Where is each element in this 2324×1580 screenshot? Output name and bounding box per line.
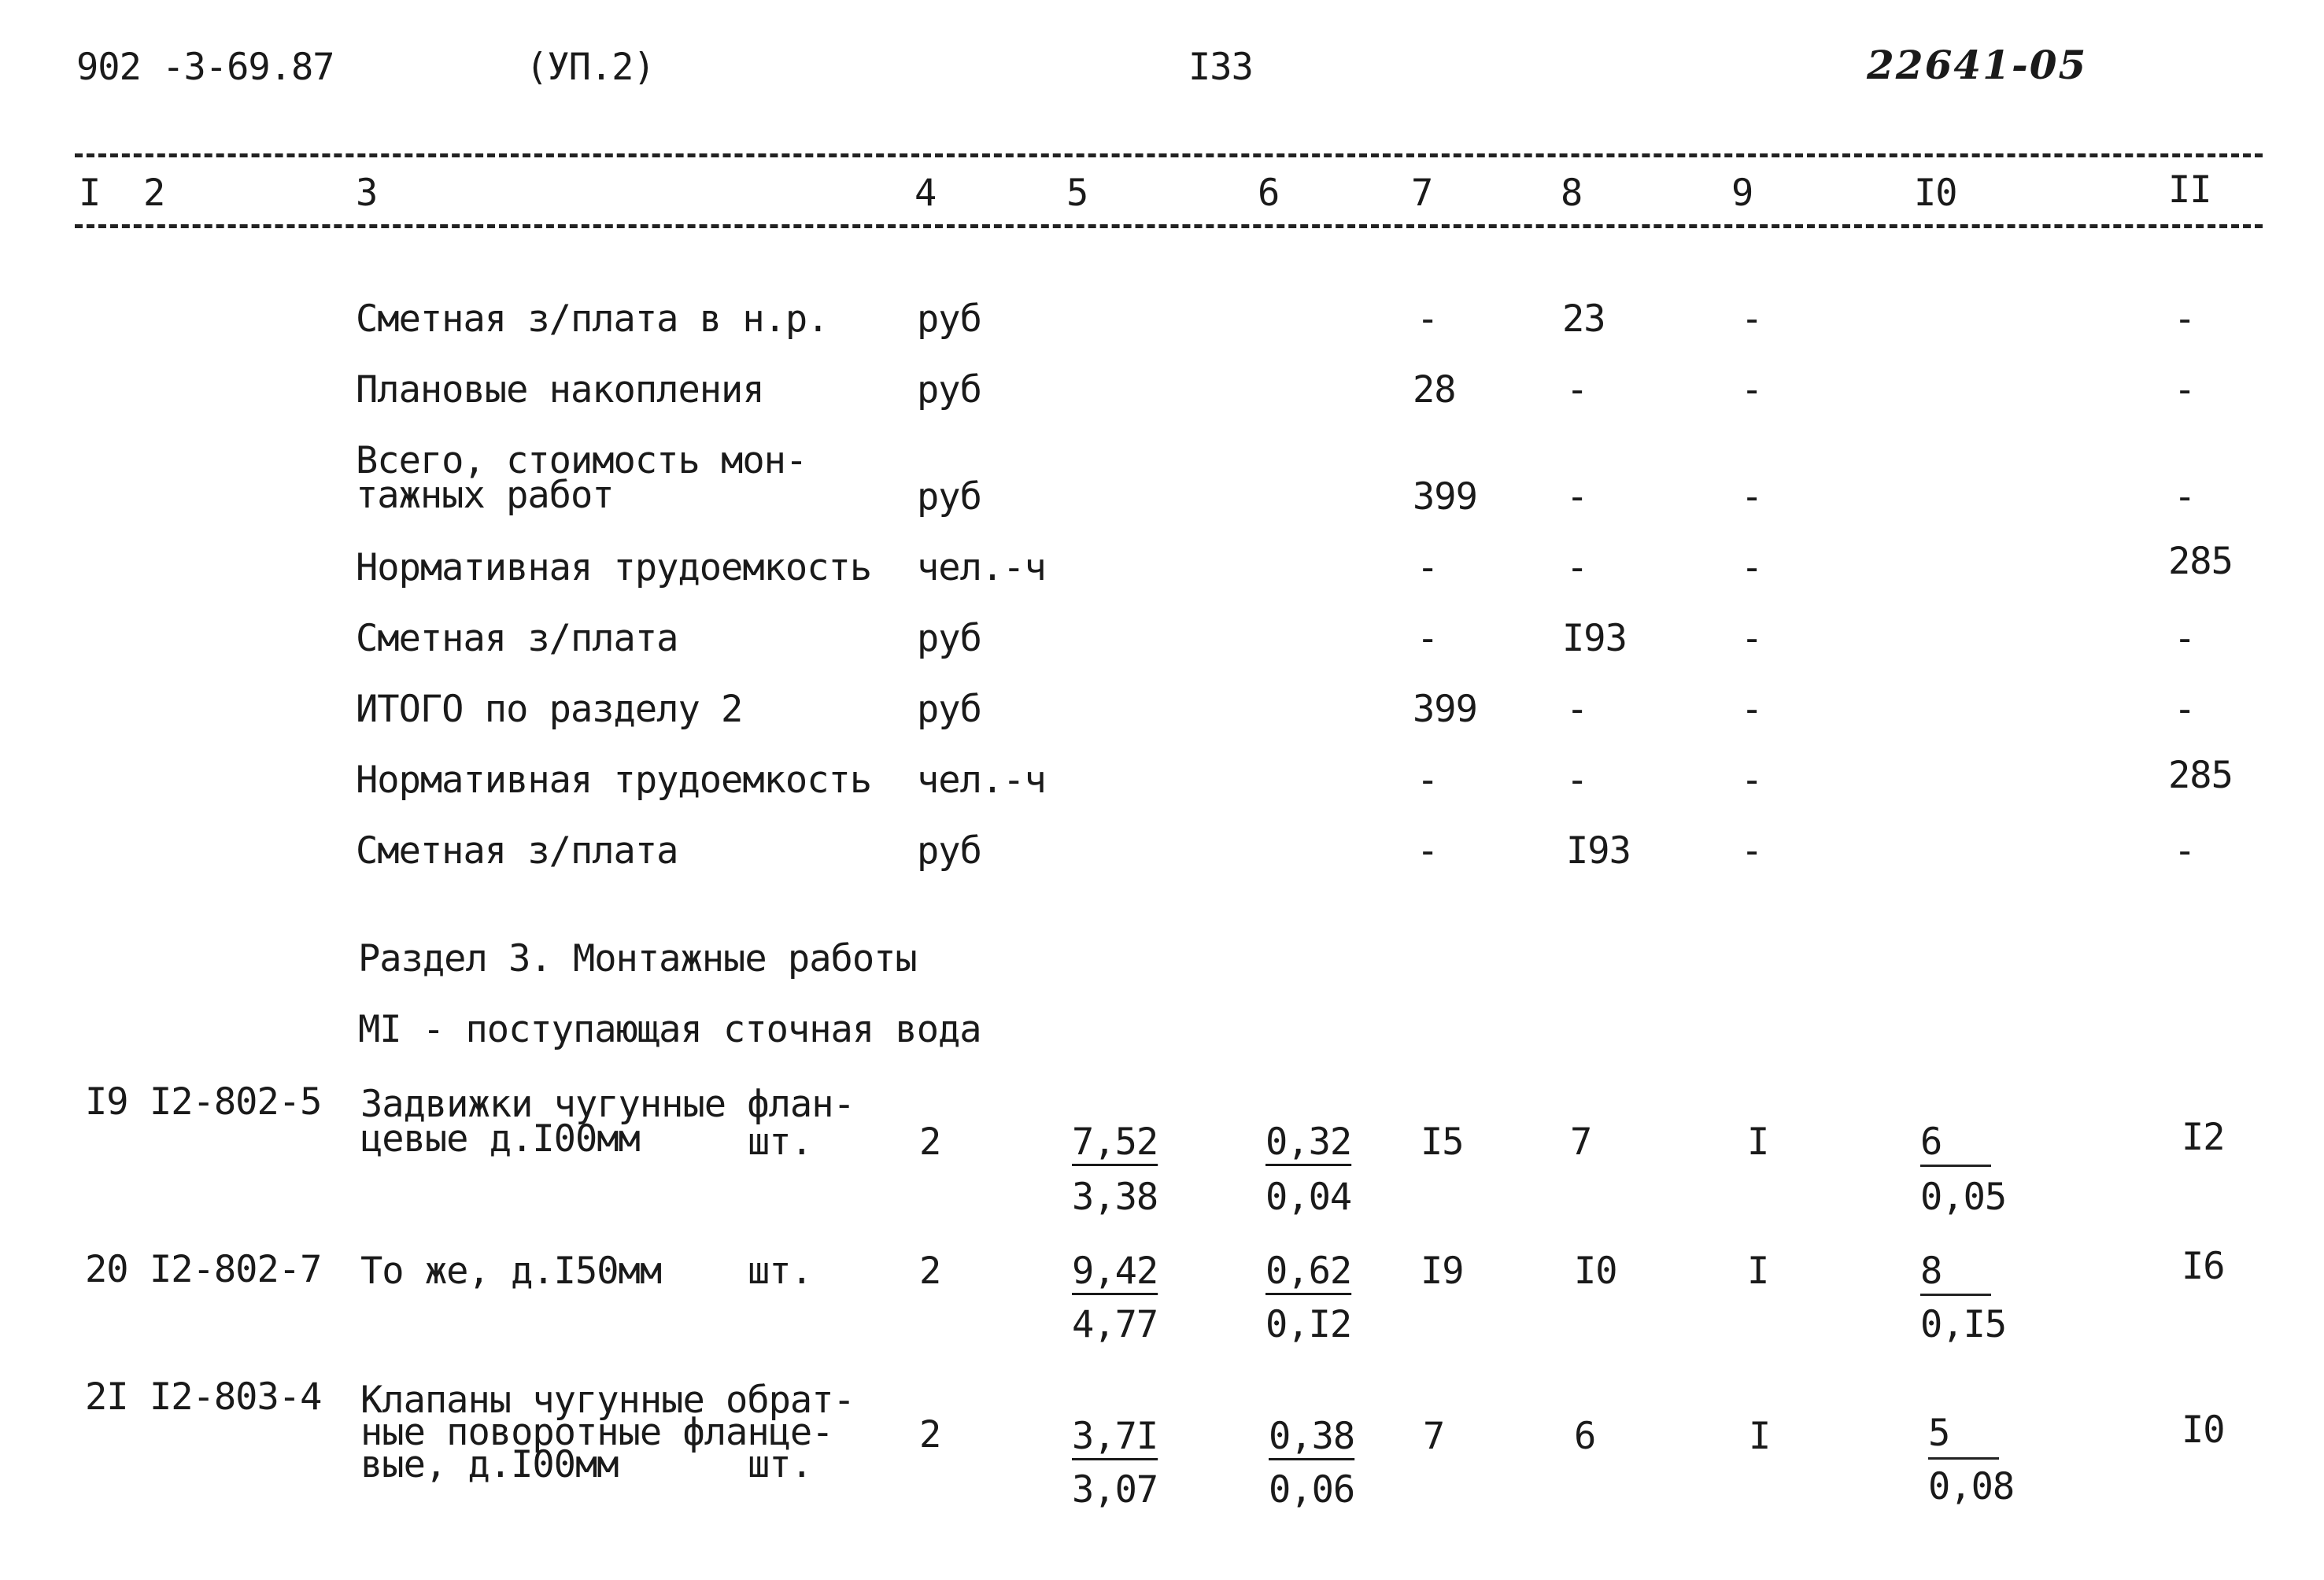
album-label: (УП.2) <box>526 46 655 89</box>
item-col9: I <box>1747 1120 1769 1164</box>
item-col7: I9 <box>1421 1250 1464 1293</box>
row-col11: - <box>2174 617 2196 660</box>
item-col5-top: 9,42 <box>1072 1250 1158 1293</box>
row-unit: руб <box>917 297 981 341</box>
item-col11: I0 <box>2182 1408 2225 1452</box>
item-number: 2I <box>85 1375 128 1419</box>
row-unit: руб <box>917 617 981 660</box>
row-col9: - <box>1741 475 1763 519</box>
col-header-9: 9 <box>1731 172 1753 215</box>
row-col7: 399 <box>1413 475 1477 519</box>
row-col11: - <box>2174 297 2196 341</box>
doc-code: 902 -3-69.87 <box>76 46 334 89</box>
col-header-6: 6 <box>1258 172 1280 215</box>
item-qty: 2 <box>919 1120 941 1164</box>
item-name-line3: вые, д.I00мм <box>360 1443 619 1486</box>
item-col10-top: 8 <box>1920 1250 1942 1293</box>
row-col7: - <box>1417 759 1439 802</box>
item-col9: I <box>1747 1250 1769 1293</box>
item-col8: I0 <box>1574 1250 1617 1293</box>
row-name: Нормативная трудоемкость <box>356 759 872 802</box>
section-title: Раздел 3. Монтажные работы <box>358 937 917 980</box>
fraction-line <box>1920 1165 1991 1167</box>
item-col6-bottom: 0,I2 <box>1265 1303 1352 1346</box>
row-col8: - <box>1566 475 1588 519</box>
item-col8: 7 <box>1570 1120 1592 1164</box>
row-unit: чел.-ч <box>917 759 1046 802</box>
col-header-10: I0 <box>1914 172 1957 215</box>
row-name: ИТОГО по разделу 2 <box>356 688 743 731</box>
row-col11: - <box>2174 688 2196 731</box>
item-name-line1: Задвижки чугунные флан- <box>360 1083 855 1126</box>
item-col10-bottom: 0,I5 <box>1920 1303 2007 1346</box>
item-name-line2: ные поворотные фланце- <box>360 1411 833 1454</box>
item-col7: 7 <box>1423 1415 1445 1458</box>
row-col7: - <box>1417 546 1439 589</box>
item-col10-bottom: 0,08 <box>1928 1465 2015 1508</box>
item-name-line2: цевые д.I00мм <box>360 1117 640 1161</box>
row-name: Плановые накопления <box>356 368 764 412</box>
row-unit: руб <box>917 688 981 731</box>
item-col7: I5 <box>1421 1120 1464 1164</box>
page-number: I33 <box>1188 46 1253 89</box>
item-col6-bottom: 0,06 <box>1269 1468 1355 1512</box>
fraction-line <box>1920 1294 1991 1296</box>
row-col11: - <box>2174 368 2196 412</box>
row-name-line1: Всего, стоимость мон- <box>356 439 807 482</box>
row-col8: I93 <box>1566 829 1631 873</box>
item-code: I2-803-4 <box>150 1375 322 1419</box>
row-name: Сметная з/плата в н.р. <box>356 297 829 341</box>
item-col11: I2 <box>2182 1116 2225 1159</box>
row-col8: - <box>1566 368 1588 412</box>
item-col8: 6 <box>1574 1415 1596 1458</box>
item-unit: шт. <box>748 1443 812 1486</box>
item-number: I9 <box>85 1080 128 1124</box>
row-col8: 23 <box>1562 297 1605 341</box>
col-header-2: 2 <box>143 172 165 215</box>
item-col6-top: 0,38 <box>1269 1415 1355 1458</box>
row-col7: - <box>1417 297 1439 341</box>
row-col7: - <box>1417 829 1439 873</box>
row-name-line2: тажных работ <box>356 474 614 517</box>
row-col11: 285 <box>2168 754 2233 797</box>
item-number: 20 <box>85 1248 128 1291</box>
item-unit: шт. <box>748 1250 812 1293</box>
item-code: I2-802-5 <box>150 1080 322 1124</box>
row-col9: - <box>1741 759 1763 802</box>
row-col8: - <box>1566 759 1588 802</box>
item-col11: I6 <box>2182 1245 2225 1288</box>
item-col5-top: 7,52 <box>1072 1120 1158 1164</box>
item-unit: шт. <box>748 1120 812 1164</box>
item-name-line1: Клапаны чугунные обрат- <box>360 1379 855 1422</box>
row-unit: чел.-ч <box>917 546 1046 589</box>
col-header-1: I <box>79 172 101 215</box>
item-col5-top: 3,7I <box>1072 1415 1158 1458</box>
row-name: Сметная з/плата <box>356 829 678 873</box>
item-col5-bottom: 3,07 <box>1072 1468 1158 1512</box>
item-qty: 2 <box>919 1250 941 1293</box>
row-col9: - <box>1741 546 1763 589</box>
item-col10-top: 6 <box>1920 1120 1942 1164</box>
row-col7: 399 <box>1413 688 1477 731</box>
item-col10-top: 5 <box>1928 1412 1950 1455</box>
item-col6-top: 0,62 <box>1265 1250 1352 1293</box>
col-header-5: 5 <box>1066 172 1088 215</box>
col-header-4: 4 <box>914 172 937 215</box>
row-col9: - <box>1741 829 1763 873</box>
row-col11: - <box>2174 829 2196 873</box>
item-col5-bottom: 4,77 <box>1072 1303 1158 1346</box>
row-unit: руб <box>917 368 981 412</box>
item-name-line1: То же, д.I50мм <box>360 1250 662 1293</box>
item-col5-bottom: 3,38 <box>1072 1176 1158 1219</box>
row-unit: руб <box>917 829 981 873</box>
item-col9: I <box>1749 1415 1771 1458</box>
fraction-line <box>1928 1457 1999 1460</box>
col-header-8: 8 <box>1561 172 1583 215</box>
item-code: I2-802-7 <box>150 1248 322 1291</box>
inventory-number: 22641-05 <box>1867 42 2088 88</box>
item-col6-bottom: 0,04 <box>1265 1176 1352 1219</box>
header-rule-bottom <box>75 224 2263 228</box>
row-col9: - <box>1741 617 1763 660</box>
row-col8: - <box>1566 546 1588 589</box>
col-header-3: 3 <box>356 172 378 215</box>
row-col9: - <box>1741 297 1763 341</box>
item-col6-top: 0,32 <box>1265 1120 1352 1164</box>
row-col8: - <box>1566 688 1588 731</box>
row-name: Нормативная трудоемкость <box>356 546 872 589</box>
row-col11: - <box>2174 475 2196 519</box>
row-col8: I93 <box>1562 617 1627 660</box>
row-unit: руб <box>917 475 981 519</box>
row-col7: 28 <box>1413 368 1456 412</box>
col-header-11: II <box>2168 168 2211 212</box>
section-subtitle: МI - поступающая сточная вода <box>358 1008 981 1051</box>
col-header-7: 7 <box>1411 172 1433 215</box>
item-qty: 2 <box>919 1413 941 1456</box>
row-col7: - <box>1417 617 1439 660</box>
row-col9: - <box>1741 368 1763 412</box>
row-col9: - <box>1741 688 1763 731</box>
item-col10-bottom: 0,05 <box>1920 1176 2007 1219</box>
row-col11: 285 <box>2168 540 2233 583</box>
row-name: Сметная з/плата <box>356 617 678 660</box>
header-rule-top <box>75 153 2263 157</box>
